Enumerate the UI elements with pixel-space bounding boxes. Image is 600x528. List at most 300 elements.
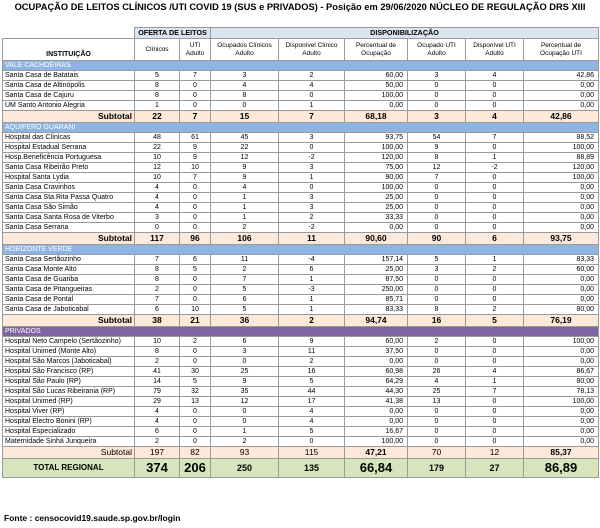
value-cell: 5 bbox=[211, 305, 279, 315]
percent-cell: 33,33 bbox=[345, 213, 408, 223]
value-cell: 6 bbox=[135, 305, 180, 315]
percent-cell: 100,00 bbox=[524, 337, 599, 347]
source-footer: Fonte : censocovid19.saude.sp.gov.br/login bbox=[4, 513, 181, 523]
value-cell: 2 bbox=[466, 305, 524, 315]
percent-cell: 60,00 bbox=[345, 71, 408, 81]
value-cell: 0 bbox=[180, 285, 211, 295]
percent-cell: 0,00 bbox=[524, 183, 599, 193]
value-cell: 0 bbox=[408, 437, 466, 447]
percent-cell: 88,89 bbox=[524, 153, 599, 163]
value-cell: 0 bbox=[180, 183, 211, 193]
value-cell: 3 bbox=[279, 203, 345, 213]
percent-cell: 0,00 bbox=[345, 223, 408, 233]
subtotal-label: Subtotal bbox=[3, 233, 135, 245]
institution-name: Hospital São Marcos (Jaboticabal) bbox=[3, 357, 135, 367]
value-cell: 0 bbox=[135, 223, 180, 233]
value-cell: 0 bbox=[408, 417, 466, 427]
value-cell: 9 bbox=[211, 163, 279, 173]
percent-cell: 60,98 bbox=[345, 367, 408, 377]
value-cell: 14 bbox=[135, 377, 180, 387]
value-cell: 6 bbox=[180, 255, 211, 265]
value-cell: 11 bbox=[279, 347, 345, 357]
table-row bbox=[3, 91, 599, 101]
percent-cell: 64,29 bbox=[345, 377, 408, 387]
value-cell: 2 bbox=[180, 337, 211, 347]
percent-cell: 250,00 bbox=[345, 285, 408, 295]
value-cell: -2 bbox=[279, 223, 345, 233]
value-cell: 7 bbox=[211, 275, 279, 285]
table-row bbox=[3, 153, 599, 163]
percent-cell: 0,00 bbox=[524, 295, 599, 305]
percent-cell: 0,00 bbox=[345, 101, 408, 111]
value-cell: 8 bbox=[135, 91, 180, 101]
table-row bbox=[3, 81, 599, 91]
value-cell: 79 bbox=[135, 387, 180, 397]
value-cell: 0 bbox=[466, 417, 524, 427]
percent-cell: 50,00 bbox=[345, 81, 408, 91]
value-cell: 0 bbox=[180, 81, 211, 91]
value-cell: 8 bbox=[135, 275, 180, 285]
value-cell: 0 bbox=[466, 437, 524, 447]
value-cell: 1 bbox=[279, 101, 345, 111]
value-cell: 16 bbox=[279, 367, 345, 377]
value-cell: 0 bbox=[466, 407, 524, 417]
subtotal-value: 115 bbox=[279, 447, 345, 459]
value-cell: 3 bbox=[135, 213, 180, 223]
subtotal-value: 96 bbox=[180, 233, 211, 245]
value-cell: 2 bbox=[279, 357, 345, 367]
value-cell: 0 bbox=[466, 143, 524, 153]
total-value: 86,89 bbox=[524, 459, 599, 478]
value-cell: 7 bbox=[466, 387, 524, 397]
percent-cell: 100,00 bbox=[524, 143, 599, 153]
value-cell: 7 bbox=[466, 133, 524, 143]
header-blank bbox=[3, 28, 135, 39]
value-cell: 2 bbox=[135, 285, 180, 295]
subtotal-label: Subtotal bbox=[3, 447, 135, 459]
subtotal-value: 21 bbox=[180, 315, 211, 327]
institution-name: Santa Casa de Batatais bbox=[3, 71, 135, 81]
value-cell: 4 bbox=[466, 71, 524, 81]
value-cell: 13 bbox=[180, 397, 211, 407]
table-row bbox=[3, 173, 599, 183]
value-cell: 3 bbox=[279, 133, 345, 143]
percent-cell: 80,00 bbox=[524, 377, 599, 387]
institution-name: Santa Casa Sertãozinho bbox=[3, 255, 135, 265]
subtotal-value: 70 bbox=[408, 447, 466, 459]
value-cell: 4 bbox=[408, 377, 466, 387]
value-cell: 1 bbox=[279, 305, 345, 315]
value-cell: 1 bbox=[211, 427, 279, 437]
table-row bbox=[3, 397, 599, 407]
subtotal-label: Subtotal bbox=[3, 315, 135, 327]
subtotal-value: 36 bbox=[211, 315, 279, 327]
value-cell: 0 bbox=[466, 81, 524, 91]
value-cell: 2 bbox=[279, 71, 345, 81]
value-cell: 4 bbox=[279, 407, 345, 417]
value-cell: 10 bbox=[135, 153, 180, 163]
percent-cell: 88,52 bbox=[524, 133, 599, 143]
institution-name: Hospital Estadual Serrana bbox=[3, 143, 135, 153]
table-row bbox=[3, 407, 599, 417]
value-cell: 61 bbox=[180, 133, 211, 143]
institution-name: Hospital Especializado bbox=[3, 427, 135, 437]
value-cell: 9 bbox=[180, 143, 211, 153]
percent-cell: 41,38 bbox=[345, 397, 408, 407]
value-cell: 9 bbox=[180, 153, 211, 163]
region-header-row bbox=[3, 123, 599, 133]
value-cell: 8 bbox=[135, 81, 180, 91]
value-cell: 3 bbox=[279, 163, 345, 173]
header-disponibilizacao: DISPONIBILIZAÇÃO bbox=[211, 28, 599, 39]
total-value: 179 bbox=[408, 459, 466, 478]
value-cell: 10 bbox=[180, 305, 211, 315]
percent-cell: 75,00 bbox=[345, 163, 408, 173]
subtotal-value: 3 bbox=[408, 111, 466, 123]
value-cell: 4 bbox=[135, 193, 180, 203]
table-row bbox=[3, 143, 599, 153]
total-value: 250 bbox=[211, 459, 279, 478]
institution-name: Hospital São Lucas Ribeirania (RP) bbox=[3, 387, 135, 397]
percent-cell: 120,00 bbox=[345, 153, 408, 163]
percent-cell: 100,00 bbox=[524, 173, 599, 183]
value-cell: 0 bbox=[408, 347, 466, 357]
value-cell: 0 bbox=[466, 183, 524, 193]
value-cell: 0 bbox=[466, 213, 524, 223]
value-cell: 0 bbox=[279, 91, 345, 101]
value-cell: 0 bbox=[466, 173, 524, 183]
value-cell: 0 bbox=[466, 203, 524, 213]
value-cell: 0 bbox=[180, 91, 211, 101]
subtotal-value: 6 bbox=[466, 233, 524, 245]
value-cell: 4 bbox=[211, 183, 279, 193]
value-cell: 0 bbox=[408, 81, 466, 91]
occupancy-table bbox=[2, 27, 599, 478]
value-cell: 3 bbox=[408, 71, 466, 81]
value-cell: 5 bbox=[180, 265, 211, 275]
value-cell: 7 bbox=[408, 173, 466, 183]
table-row bbox=[3, 285, 599, 295]
subtotal-value: 68,18 bbox=[345, 111, 408, 123]
institution-name: Santa Casa Cravinhos bbox=[3, 183, 135, 193]
value-cell: 0 bbox=[408, 213, 466, 223]
percent-cell: 0,00 bbox=[524, 213, 599, 223]
subtotal-row bbox=[3, 315, 599, 327]
value-cell: 0 bbox=[180, 223, 211, 233]
value-cell: 11 bbox=[211, 255, 279, 265]
subtotal-value: 82 bbox=[180, 447, 211, 459]
table-row bbox=[3, 427, 599, 437]
percent-cell: 0,00 bbox=[524, 223, 599, 233]
value-cell: 9 bbox=[408, 143, 466, 153]
value-cell: 2 bbox=[279, 213, 345, 223]
value-cell: 0 bbox=[180, 203, 211, 213]
institution-name: Hospital Electro Bonini (RP) bbox=[3, 417, 135, 427]
value-cell: 7 bbox=[180, 173, 211, 183]
value-cell: 2 bbox=[211, 437, 279, 447]
institution-name: Hospital São Paulo (RP) bbox=[3, 377, 135, 387]
institution-name: Hospital Unimed (Monte Alto) bbox=[3, 347, 135, 357]
subtotal-row bbox=[3, 111, 599, 123]
value-cell: 0 bbox=[466, 275, 524, 285]
value-cell: 6 bbox=[211, 295, 279, 305]
value-cell: 0 bbox=[466, 397, 524, 407]
value-cell: 4 bbox=[135, 183, 180, 193]
value-cell: 2 bbox=[211, 265, 279, 275]
value-cell: 0 bbox=[466, 285, 524, 295]
value-cell: 8 bbox=[135, 347, 180, 357]
value-cell: 0 bbox=[408, 357, 466, 367]
value-cell: 7 bbox=[135, 255, 180, 265]
value-cell: 3 bbox=[211, 71, 279, 81]
subtotal-value: 7 bbox=[279, 111, 345, 123]
subtotal-value: 11 bbox=[279, 233, 345, 245]
value-cell: 0 bbox=[279, 143, 345, 153]
table-row bbox=[3, 71, 599, 81]
value-cell: 0 bbox=[408, 193, 466, 203]
percent-cell: 16,67 bbox=[345, 427, 408, 437]
header-instituicao: INSTITUIÇÃO bbox=[3, 39, 135, 61]
percent-cell: 0,00 bbox=[524, 275, 599, 285]
value-cell: 30 bbox=[180, 367, 211, 377]
table-row bbox=[3, 183, 599, 193]
institution-name: Maternidade Sinhá Junqueira bbox=[3, 437, 135, 447]
table-row bbox=[3, 337, 599, 347]
subtotal-value: 12 bbox=[466, 447, 524, 459]
header-col-disponivel-clinico: Disponível Clínico Adulto bbox=[279, 39, 345, 61]
value-cell: 8 bbox=[135, 265, 180, 275]
subtotal-value: 42,86 bbox=[524, 111, 599, 123]
value-cell: 2 bbox=[211, 223, 279, 233]
region-name: VALE CACHOEIRAS bbox=[3, 61, 599, 71]
value-cell: 4 bbox=[279, 81, 345, 91]
percent-cell: 0,00 bbox=[524, 427, 599, 437]
value-cell: 0 bbox=[408, 427, 466, 437]
percent-cell: 0,00 bbox=[524, 357, 599, 367]
value-cell: 0 bbox=[466, 101, 524, 111]
table-row bbox=[3, 387, 599, 397]
value-cell: 0 bbox=[180, 101, 211, 111]
value-cell: 12 bbox=[211, 397, 279, 407]
value-cell: 0 bbox=[211, 101, 279, 111]
value-cell: 2 bbox=[135, 357, 180, 367]
subtotal-value: 4 bbox=[466, 111, 524, 123]
institution-name: Santa Casa Ribeirão Preto bbox=[3, 163, 135, 173]
value-cell: -2 bbox=[279, 153, 345, 163]
header-col-percentual-uti: Percentual de Ocupação UTI bbox=[524, 39, 599, 61]
subtotal-value: 94,74 bbox=[345, 315, 408, 327]
region-name: HORIZONTE VERDE bbox=[3, 245, 599, 255]
percent-cell: 93,75 bbox=[345, 133, 408, 143]
value-cell: 8 bbox=[408, 305, 466, 315]
subtotal-value: 117 bbox=[135, 233, 180, 245]
value-cell: 5 bbox=[211, 285, 279, 295]
value-cell: 5 bbox=[279, 427, 345, 437]
table-row bbox=[3, 203, 599, 213]
region-header-row bbox=[3, 245, 599, 255]
table-row bbox=[3, 255, 599, 265]
institution-name: Hosp.Beneficência Portuguesa bbox=[3, 153, 135, 163]
header-col-ocupado-uti: Ocupado UTI Adulto bbox=[408, 39, 466, 61]
percent-cell: 100,00 bbox=[524, 397, 599, 407]
institution-name: Santa Casa de Pitangueiras bbox=[3, 285, 135, 295]
total-value: 135 bbox=[279, 459, 345, 478]
subtotal-value: 2 bbox=[279, 315, 345, 327]
total-value: 66,84 bbox=[345, 459, 408, 478]
region-header-row bbox=[3, 327, 599, 337]
value-cell: 8 bbox=[211, 91, 279, 101]
table-row bbox=[3, 377, 599, 387]
value-cell: 9 bbox=[279, 337, 345, 347]
institution-name: Santa Casa de Guariba bbox=[3, 275, 135, 285]
value-cell: 9 bbox=[211, 173, 279, 183]
percent-cell: 0,00 bbox=[524, 285, 599, 295]
value-cell: 17 bbox=[279, 397, 345, 407]
percent-cell: 83,33 bbox=[524, 255, 599, 265]
subtotal-row bbox=[3, 447, 599, 459]
report-title: OCUPAÇÃO DE LEITOS CLÍNICOS /UTI COVID 19 (SUS e PRIVADOS) - Posição em 29/06/2020 NÚCLEO DE REGULAÇÃO DRS XIII bbox=[14, 2, 586, 12]
value-cell: 0 bbox=[180, 193, 211, 203]
value-cell: 0 bbox=[279, 437, 345, 447]
percent-cell: 60,00 bbox=[524, 265, 599, 275]
table-row bbox=[3, 305, 599, 315]
value-cell: 0 bbox=[408, 275, 466, 285]
value-cell: 0 bbox=[466, 193, 524, 203]
percent-cell: 0,00 bbox=[524, 417, 599, 427]
percent-cell: 0,00 bbox=[524, 203, 599, 213]
value-cell: 29 bbox=[135, 397, 180, 407]
value-cell: 41 bbox=[135, 367, 180, 377]
value-cell: 0 bbox=[466, 295, 524, 305]
header-col-percentual: Percentual de Ocupação bbox=[345, 39, 408, 61]
percent-cell: 86,67 bbox=[524, 367, 599, 377]
value-cell: 2 bbox=[135, 437, 180, 447]
value-cell: 2 bbox=[466, 265, 524, 275]
value-cell: 8 bbox=[408, 153, 466, 163]
percent-cell: 100,00 bbox=[345, 91, 408, 101]
value-cell: 0 bbox=[408, 295, 466, 305]
percent-cell: 100,00 bbox=[345, 437, 408, 447]
value-cell: 1 bbox=[211, 203, 279, 213]
table-row bbox=[3, 295, 599, 305]
percent-cell: 80,00 bbox=[524, 305, 599, 315]
value-cell: 25 bbox=[211, 367, 279, 377]
value-cell: 12 bbox=[135, 163, 180, 173]
value-cell: 1 bbox=[279, 275, 345, 285]
value-cell: 1 bbox=[211, 193, 279, 203]
value-cell: 7 bbox=[135, 295, 180, 305]
value-cell: 7 bbox=[180, 71, 211, 81]
total-value: 27 bbox=[466, 459, 524, 478]
header-col-ocupados-clinicos: Ocupados Clínicos Adulto bbox=[211, 39, 279, 61]
table-row bbox=[3, 193, 599, 203]
value-cell: 0 bbox=[211, 417, 279, 427]
table-row bbox=[3, 417, 599, 427]
region-name: AQUIFERO GUARANI bbox=[3, 123, 599, 133]
value-cell: 4 bbox=[279, 417, 345, 427]
value-cell: 1 bbox=[466, 377, 524, 387]
value-cell: 2 bbox=[408, 337, 466, 347]
institution-name: Hospital das Clínicas bbox=[3, 133, 135, 143]
value-cell: 0 bbox=[408, 223, 466, 233]
subtotal-value: 93,75 bbox=[524, 233, 599, 245]
subtotal-value: 76,19 bbox=[524, 315, 599, 327]
value-cell: 4 bbox=[135, 417, 180, 427]
value-cell: 1 bbox=[135, 101, 180, 111]
total-label: TOTAL REGIONAL bbox=[3, 459, 135, 478]
value-cell: -4 bbox=[279, 255, 345, 265]
value-cell: 0 bbox=[466, 347, 524, 357]
institution-name: Santa Casa de Cajuru bbox=[3, 91, 135, 101]
header-col-disponivel-uti: Disponível UTI Adulto bbox=[466, 39, 524, 61]
percent-cell: 44,30 bbox=[345, 387, 408, 397]
subtotal-value: 197 bbox=[135, 447, 180, 459]
value-cell: 0 bbox=[408, 203, 466, 213]
percent-cell: 83,33 bbox=[345, 305, 408, 315]
percent-cell: 37,50 bbox=[345, 347, 408, 357]
institution-name: Hospital São Francisco (RP) bbox=[3, 367, 135, 377]
region-name: PRIVADOS bbox=[3, 327, 599, 337]
value-cell: 0 bbox=[466, 357, 524, 367]
percent-cell: 25,00 bbox=[345, 193, 408, 203]
subtotal-value: 93 bbox=[211, 447, 279, 459]
value-cell: 1 bbox=[279, 173, 345, 183]
header-col-uti-adulto: UTI Adulto bbox=[180, 39, 211, 61]
percent-cell: 120,00 bbox=[524, 163, 599, 173]
percent-cell: 0,00 bbox=[524, 193, 599, 203]
value-cell: 6 bbox=[135, 427, 180, 437]
value-cell: 1 bbox=[466, 153, 524, 163]
value-cell: 0 bbox=[180, 427, 211, 437]
percent-cell: 90,00 bbox=[345, 173, 408, 183]
table-row bbox=[3, 213, 599, 223]
total-value: 206 bbox=[180, 459, 211, 478]
value-cell: 5 bbox=[180, 377, 211, 387]
value-cell: 0 bbox=[180, 213, 211, 223]
percent-cell: 60,00 bbox=[345, 337, 408, 347]
table-row bbox=[3, 437, 599, 447]
header-oferta: OFERTA DE LEITOS bbox=[135, 28, 211, 39]
percent-cell: 100,00 bbox=[345, 183, 408, 193]
value-cell: 0 bbox=[211, 357, 279, 367]
percent-cell: 0,00 bbox=[524, 101, 599, 111]
percent-cell: 100,00 bbox=[345, 143, 408, 153]
subtotal-value: 5 bbox=[466, 315, 524, 327]
table-row bbox=[3, 347, 599, 357]
value-cell: 26 bbox=[408, 367, 466, 377]
institution-name: Santa Casa de Altinópolis bbox=[3, 81, 135, 91]
percent-cell: 0,00 bbox=[345, 417, 408, 427]
value-cell: 0 bbox=[180, 417, 211, 427]
value-cell: 5 bbox=[135, 71, 180, 81]
percent-cell: 25,00 bbox=[345, 265, 408, 275]
value-cell: 6 bbox=[211, 337, 279, 347]
header-group-row bbox=[3, 28, 599, 39]
value-cell: 3 bbox=[408, 265, 466, 275]
subtotal-value: 106 bbox=[211, 233, 279, 245]
institution-name: Hospital Santa Lydia bbox=[3, 173, 135, 183]
value-cell: 1 bbox=[466, 255, 524, 265]
institution-name: Hospital Neto Campelo (Sertãozinho) bbox=[3, 337, 135, 347]
value-cell: 0 bbox=[180, 437, 211, 447]
value-cell: 4 bbox=[211, 81, 279, 91]
table-row bbox=[3, 163, 599, 173]
value-cell: 0 bbox=[466, 91, 524, 101]
institution-name: Hospital Viver (RP) bbox=[3, 407, 135, 417]
table-body bbox=[3, 61, 599, 478]
value-cell: 0 bbox=[180, 347, 211, 357]
percent-cell: 78,13 bbox=[524, 387, 599, 397]
